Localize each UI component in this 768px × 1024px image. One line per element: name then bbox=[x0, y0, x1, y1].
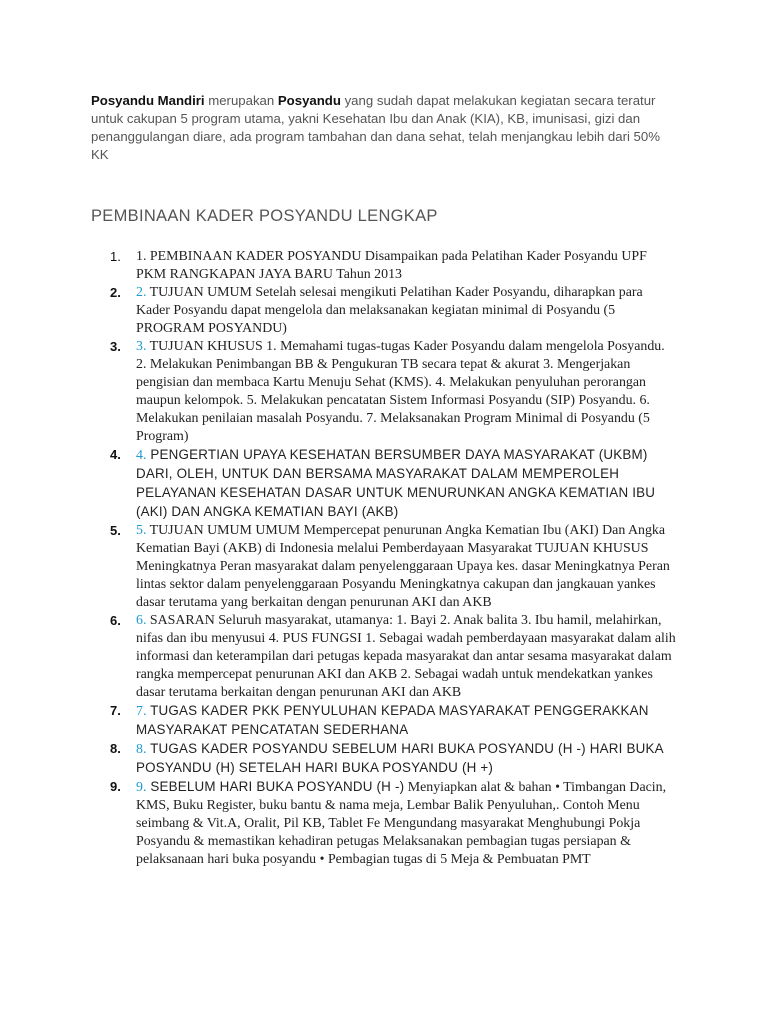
item-number-link[interactable]: 7. bbox=[136, 704, 147, 719]
item-caps-text: PENGERTIAN UPAYA KESEHATAN BERSUMBER DAYA MASYARAKAT (UKBM) DARI, OLEH, UNTUK DAN BERSAMA MASYARAKAT DALAM MEMPEROLEH PELAYANAN KESEHATAN DASAR UNTUK MENURUNKAN ANGKA KEMATIAN IBU (AKI) DAN ANGKA KEMATIAN BAYI (AKB) bbox=[136, 447, 656, 519]
item-text: TUJUAN UMUM UMUM Mempercepat penurunan Angka Kematian Ibu (AKI) Dan Angka Kematian Bayi (AKB) di Indonesia melalui Pemberdayaan Masyarakat TUJUAN KHUSUS Meningkatnya Peran masyarakat dalam penyelenggaraan Upaya kes. dasar Meningkatnya Peran lintas sektor dalam penyelenggaraan Posyandu Meningkatnya cakupan dan jangkauan yankes dasar terutama yang berkaitan dengan penurunan AKI dan AKB bbox=[136, 523, 670, 610]
item-caps-text: TUGAS KADER PKK PENYULUHAN KEPADA MASYARAKAT PENGGERAKKAN MASYARAKAT PENCATATAN SEDERHANA bbox=[136, 703, 649, 737]
intro-paragraph bbox=[91, 92, 681, 164]
list-marker: 6. bbox=[110, 613, 121, 628]
list-item-3 bbox=[110, 338, 678, 446]
list-marker: 5. bbox=[110, 523, 121, 538]
item-number-link[interactable]: 3. bbox=[136, 339, 147, 354]
item-text: PEMBINAAN KADER POSYANDU Disampaikan pada Pelatihan Kader Posyandu UPF PKM RANGKAPAN JAYA BARU Tahun 2013 bbox=[136, 249, 647, 282]
item-text: SASARAN Seluruh masyarakat, utamanya: 1. Bayi 2. Anak balita 3. Ibu hamil, melahirkan, nifas dan ibu menyusui 4. PUS FUNGSI 1. Sebagai wadah pemberdayaan masyarakat dalam alih informasi dan keterampilan dari petugas kepada masyarakat dan antar sesama masyarakat dalam rangka mempercepat penurunan AKI dan AKB 2. Sebagai wadah untuk mendekatkan yankes dasar terutama berkaitan dengan penurunan AKI dan AKB bbox=[136, 613, 676, 700]
numbered-list bbox=[110, 248, 678, 869]
item-text: TUJUAN UMUM Setelah selesai mengikuti Pelatihan Kader Posyandu, diharapkan para Kader Posyandu dapat mengelola dan melaksanakan kegiatan minimal di Posyandu (5 PROGRAM POSYANDU) bbox=[136, 285, 643, 336]
list-item-9 bbox=[110, 778, 678, 869]
list-marker: 3. bbox=[110, 339, 121, 354]
list-item-6 bbox=[110, 612, 678, 702]
list-item-7 bbox=[110, 702, 678, 740]
list-marker: 4. bbox=[110, 447, 121, 462]
item-text: Menyiapkan alat & bahan • Timbangan Dacin, KMS, Buku Register, buku bantu & nama meja, Lembar Balik Penyuluhan,. Contoh Menu seimbang & Vit.A, Oralit, Pil KB, Tablet Fe Mengundang masyarakat Menghubungi Pokja Posyandu & memastikan kehadiran petugas Melaksanakan pembagian tugas persiapan & pelaksanaan hari buka posyandu • Pembagian tugas di 5 Meja & Pembuatan PMT bbox=[136, 780, 667, 867]
item-number-link[interactable]: 4. bbox=[136, 448, 147, 463]
list-marker: 8. bbox=[110, 741, 121, 756]
section-title: PEMBINAAN KADER POSYANDU LENGKAP bbox=[91, 207, 438, 225]
intro-text-1: merupakan bbox=[204, 93, 278, 108]
list-item-5 bbox=[110, 522, 678, 612]
list-marker: 1. bbox=[110, 249, 121, 264]
item-number-link[interactable]: 6. bbox=[136, 613, 147, 628]
list-item-1 bbox=[110, 248, 678, 284]
list-marker: 7. bbox=[110, 703, 121, 718]
item-number-prefix: 1. bbox=[136, 249, 147, 264]
intro-bold-posyandu: Posyandu bbox=[277, 93, 341, 108]
intro-text-2: yang sudah dapat melakukan kegiatan secara teratur untuk cakupan 5 program utama, yakni Kesehatan Ibu dan Anak (KIA), KB, imunisasi, gizi dan penanggulangan diare, ada program tambahan dan dana sehat, telah menjangkau lebih dari 50% KK bbox=[91, 93, 660, 162]
list-item-8 bbox=[110, 740, 678, 778]
list-marker: 2. bbox=[110, 285, 121, 300]
list-marker: 9. bbox=[110, 779, 121, 794]
item-number-link[interactable]: 2. bbox=[136, 285, 147, 300]
list-item-4 bbox=[110, 446, 678, 522]
intro-bold-posyandu-mandiri: Posyandu Mandiri bbox=[91, 93, 205, 108]
item-text: TUJUAN KHUSUS 1. Memahami tugas-tugas Kader Posyandu dalam mengelola Posyandu. 2. Melakukan Penimbangan BB & Pengukuran TB secara tepat & akurat 3. Mengerjakan pengisian dan membaca Kartu Menuju Sehat (KMS). 4. Melakukan penyuluhan perorangan maupun kelompok. 5. Melakukan pencatatan Sistem Informasi Posyandu (SIP) Posyandu. 6. Melakukan penilaian masalah Posyandu. 7. Melaksanakan Program Minimal di Posyandu (5 Program) bbox=[136, 339, 665, 444]
item-number-link[interactable]: 9. bbox=[136, 780, 147, 795]
item-caps-text: SEBELUM HARI BUKA POSYANDU (H -) bbox=[146, 779, 405, 794]
list-item-2 bbox=[110, 284, 678, 338]
item-number-link[interactable]: 5. bbox=[136, 523, 147, 538]
item-caps-text: TUGAS KADER POSYANDU SEBELUM HARI BUKA POSYANDU (H -) HARI BUKA POSYANDU (H) SETELAH HARI BUKA POSYANDU (H +) bbox=[136, 741, 663, 775]
item-number-link[interactable]: 8. bbox=[136, 742, 147, 757]
